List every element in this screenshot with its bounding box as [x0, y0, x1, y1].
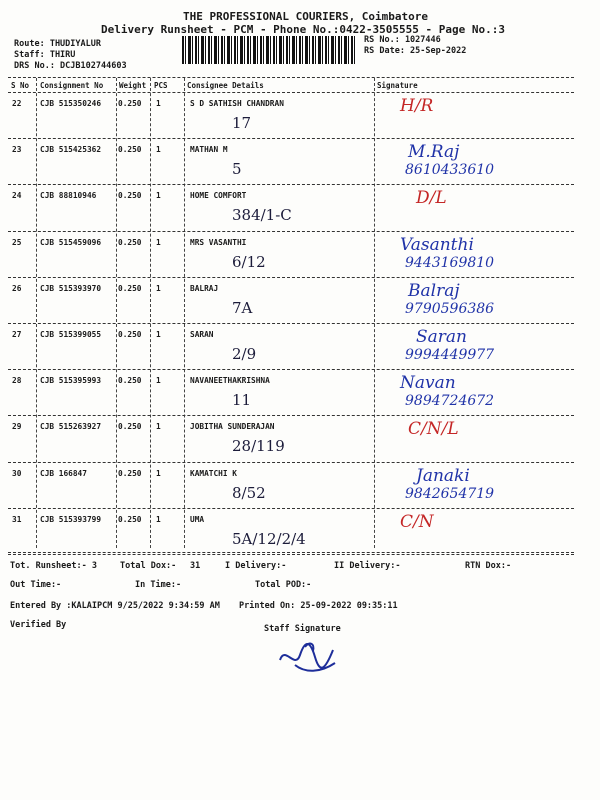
row-signature: Balraj — [408, 280, 460, 301]
drs-number: DRS No.: DCJB102744603 — [14, 61, 127, 71]
row-address-handwritten: 28/119 — [232, 437, 285, 456]
row-signature: M.Raj — [408, 142, 460, 163]
row-pcs: 1 — [156, 145, 161, 155]
tot-runsheet: Tot. Runsheet:- 3 — [10, 561, 97, 571]
row-weight: 0.250 — [118, 330, 142, 339]
row-phone-handwritten: 9894724672 — [405, 393, 495, 410]
verified-by: Verified By — [10, 620, 67, 630]
row-address-handwritten: 6/12 — [232, 252, 266, 271]
row-sno: 27 — [12, 330, 22, 339]
row-divider — [8, 184, 574, 185]
row-consignee-name: KAMATCHI K — [190, 468, 237, 478]
row-consignment-no: CJB 515393970 — [40, 283, 102, 293]
row-consignee-name: MATHAN M — [190, 145, 228, 155]
row-address-handwritten: 5 — [232, 160, 242, 179]
row-signature: Vasanthi — [400, 234, 474, 255]
total-dox-label: Total Dox:- — [120, 561, 177, 571]
row-phone-handwritten: 9790596386 — [405, 300, 495, 317]
row-weight: 0.250 — [118, 514, 142, 524]
row-phone-handwritten: 9443169810 — [405, 254, 495, 271]
row-consignment-no: CJB 515263927 — [40, 422, 102, 432]
row-consignee-name: JOBITHA SUNDERAJAN — [190, 422, 275, 432]
row-signature: Navan — [400, 373, 456, 394]
row-sno: 30 — [12, 468, 22, 478]
company-title: THE PROFESSIONAL COURIERS, Coimbatore — [183, 10, 429, 23]
row-consignment-no: CJB 515395993 — [40, 376, 102, 386]
row-consignee-name: SARAN — [190, 330, 214, 339]
row-divider — [8, 508, 574, 509]
total-dox-value: 31 — [190, 561, 201, 571]
row-phone-handwritten: 9994449977 — [405, 347, 495, 363]
row-divider — [8, 554, 574, 555]
row-divider — [8, 415, 574, 416]
row-sno: 31 — [12, 514, 22, 524]
col-header-weight: Weight — [119, 81, 147, 90]
row-divider — [8, 323, 574, 324]
row-phone-handwritten: 9842654719 — [405, 485, 495, 502]
col-header-consignee: Consignee Details — [187, 81, 264, 90]
row-weight: 0.250 — [118, 283, 142, 293]
col-divider — [150, 78, 151, 548]
rs-number: RS No.: 1027446 — [364, 35, 441, 45]
row-sno: 23 — [12, 145, 22, 155]
row-consignee-name: S D SATHISH CHANDRAN — [190, 99, 284, 108]
col-divider — [116, 78, 117, 548]
row-sno: 28 — [12, 376, 22, 386]
row-consignee-name: BALRAJ — [190, 283, 219, 293]
row-consignee-name: HOME COMFORT — [190, 191, 247, 201]
row-signature: D/L — [416, 188, 447, 209]
row-signature: C/N — [400, 511, 434, 532]
row-pcs: 1 — [156, 422, 161, 432]
row-weight: 0.250 — [118, 145, 142, 155]
out-time: Out Time:- — [10, 580, 62, 590]
table-top-rule — [8, 77, 574, 78]
barcode — [182, 36, 357, 64]
footer-rule — [8, 552, 574, 553]
row-pcs: 1 — [156, 283, 161, 293]
row-pcs: 1 — [156, 191, 161, 201]
row-address-handwritten: 17 — [232, 114, 252, 132]
row-divider — [8, 369, 574, 370]
staff-signature-label: Staff Signature — [264, 624, 341, 634]
col-divider — [184, 78, 185, 548]
row-consignment-no: CJB 166847 — [40, 468, 87, 478]
row-signature: Janaki — [416, 465, 470, 486]
row-consignment-no: CJB 515399055 — [40, 330, 102, 339]
entered-by: Entered By :KALAIPCM 9/25/2022 9:34:59 AM — [10, 601, 220, 611]
row-consignee-name: NAVANEETHAKRISHNA — [190, 376, 270, 386]
col-divider — [374, 78, 375, 548]
row-divider — [8, 462, 574, 463]
total-pod: Total POD:- — [255, 580, 312, 590]
row-consignment-no: CJB 515393799 — [40, 514, 102, 524]
row-divider — [8, 138, 574, 139]
row-sno: 22 — [12, 99, 22, 108]
row-consignment-no: CJB 515350246 — [40, 99, 102, 108]
row-pcs: 1 — [156, 99, 161, 108]
table-header-rule — [8, 92, 574, 93]
row-signature: C/N/L — [408, 419, 459, 440]
row-weight: 0.250 — [118, 237, 142, 247]
ii-delivery: II Delivery:- — [334, 561, 401, 571]
col-header-sno: S No — [11, 81, 30, 90]
row-sno: 24 — [12, 191, 22, 201]
row-address-handwritten: 11 — [232, 391, 252, 410]
row-consignment-no: CJB 515459096 — [40, 237, 102, 247]
row-sno: 25 — [12, 237, 22, 247]
in-time: In Time:- — [135, 580, 182, 590]
row-pcs: 1 — [156, 237, 161, 247]
col-divider — [36, 78, 37, 548]
col-header-consignment: Consignment No — [40, 81, 104, 90]
row-consignment-no: CJB 88810946 — [40, 191, 97, 201]
row-consignee-name: MRS VASANTHI — [190, 237, 247, 247]
row-weight: 0.250 — [118, 191, 142, 201]
rs-date: RS Date: 25-Sep-2022 — [364, 46, 467, 56]
printed-on: Printed On: 25-09-2022 09:35:11 — [239, 601, 398, 611]
staff-label: Staff: THIRU — [14, 50, 76, 60]
row-consignee-name: UMA — [190, 514, 205, 524]
staff-signature-scribble — [275, 635, 345, 675]
row-address-handwritten: 8/52 — [232, 483, 266, 502]
row-pcs: 1 — [156, 468, 161, 478]
row-sno: 26 — [12, 283, 22, 293]
row-address-handwritten: 384/1-C — [232, 206, 292, 225]
row-pcs: 1 — [156, 514, 161, 524]
row-address-handwritten: 5A/12/2/4 — [232, 529, 306, 548]
row-sno: 29 — [12, 422, 22, 432]
row-phone-handwritten: 8610433610 — [405, 162, 495, 179]
row-consignment-no: CJB 515425362 — [40, 145, 102, 155]
row-weight: 0.250 — [118, 99, 142, 108]
row-weight: 0.250 — [118, 422, 142, 432]
row-pcs: 1 — [156, 330, 161, 339]
row-pcs: 1 — [156, 376, 161, 386]
row-weight: 0.250 — [118, 376, 142, 386]
route-label: Route: THUDIYALUR — [14, 39, 101, 49]
i-delivery: I Delivery:- — [225, 561, 287, 571]
runsheet-subtitle: Delivery Runsheet - PCM - Phone No.:0422-3505555 - Page No.:3 — [101, 23, 505, 36]
row-signature: H/R — [400, 96, 434, 116]
row-weight: 0.250 — [118, 468, 142, 478]
row-divider — [8, 277, 574, 278]
col-header-pcs: PCS — [154, 81, 168, 90]
row-divider — [8, 231, 574, 232]
row-address-handwritten: 7A — [232, 298, 253, 317]
col-header-signature: Signature — [377, 81, 418, 90]
rtn-dox: RTN Dox:- — [465, 561, 512, 571]
row-signature: Saran — [416, 327, 467, 347]
row-address-handwritten: 2/9 — [232, 345, 257, 363]
